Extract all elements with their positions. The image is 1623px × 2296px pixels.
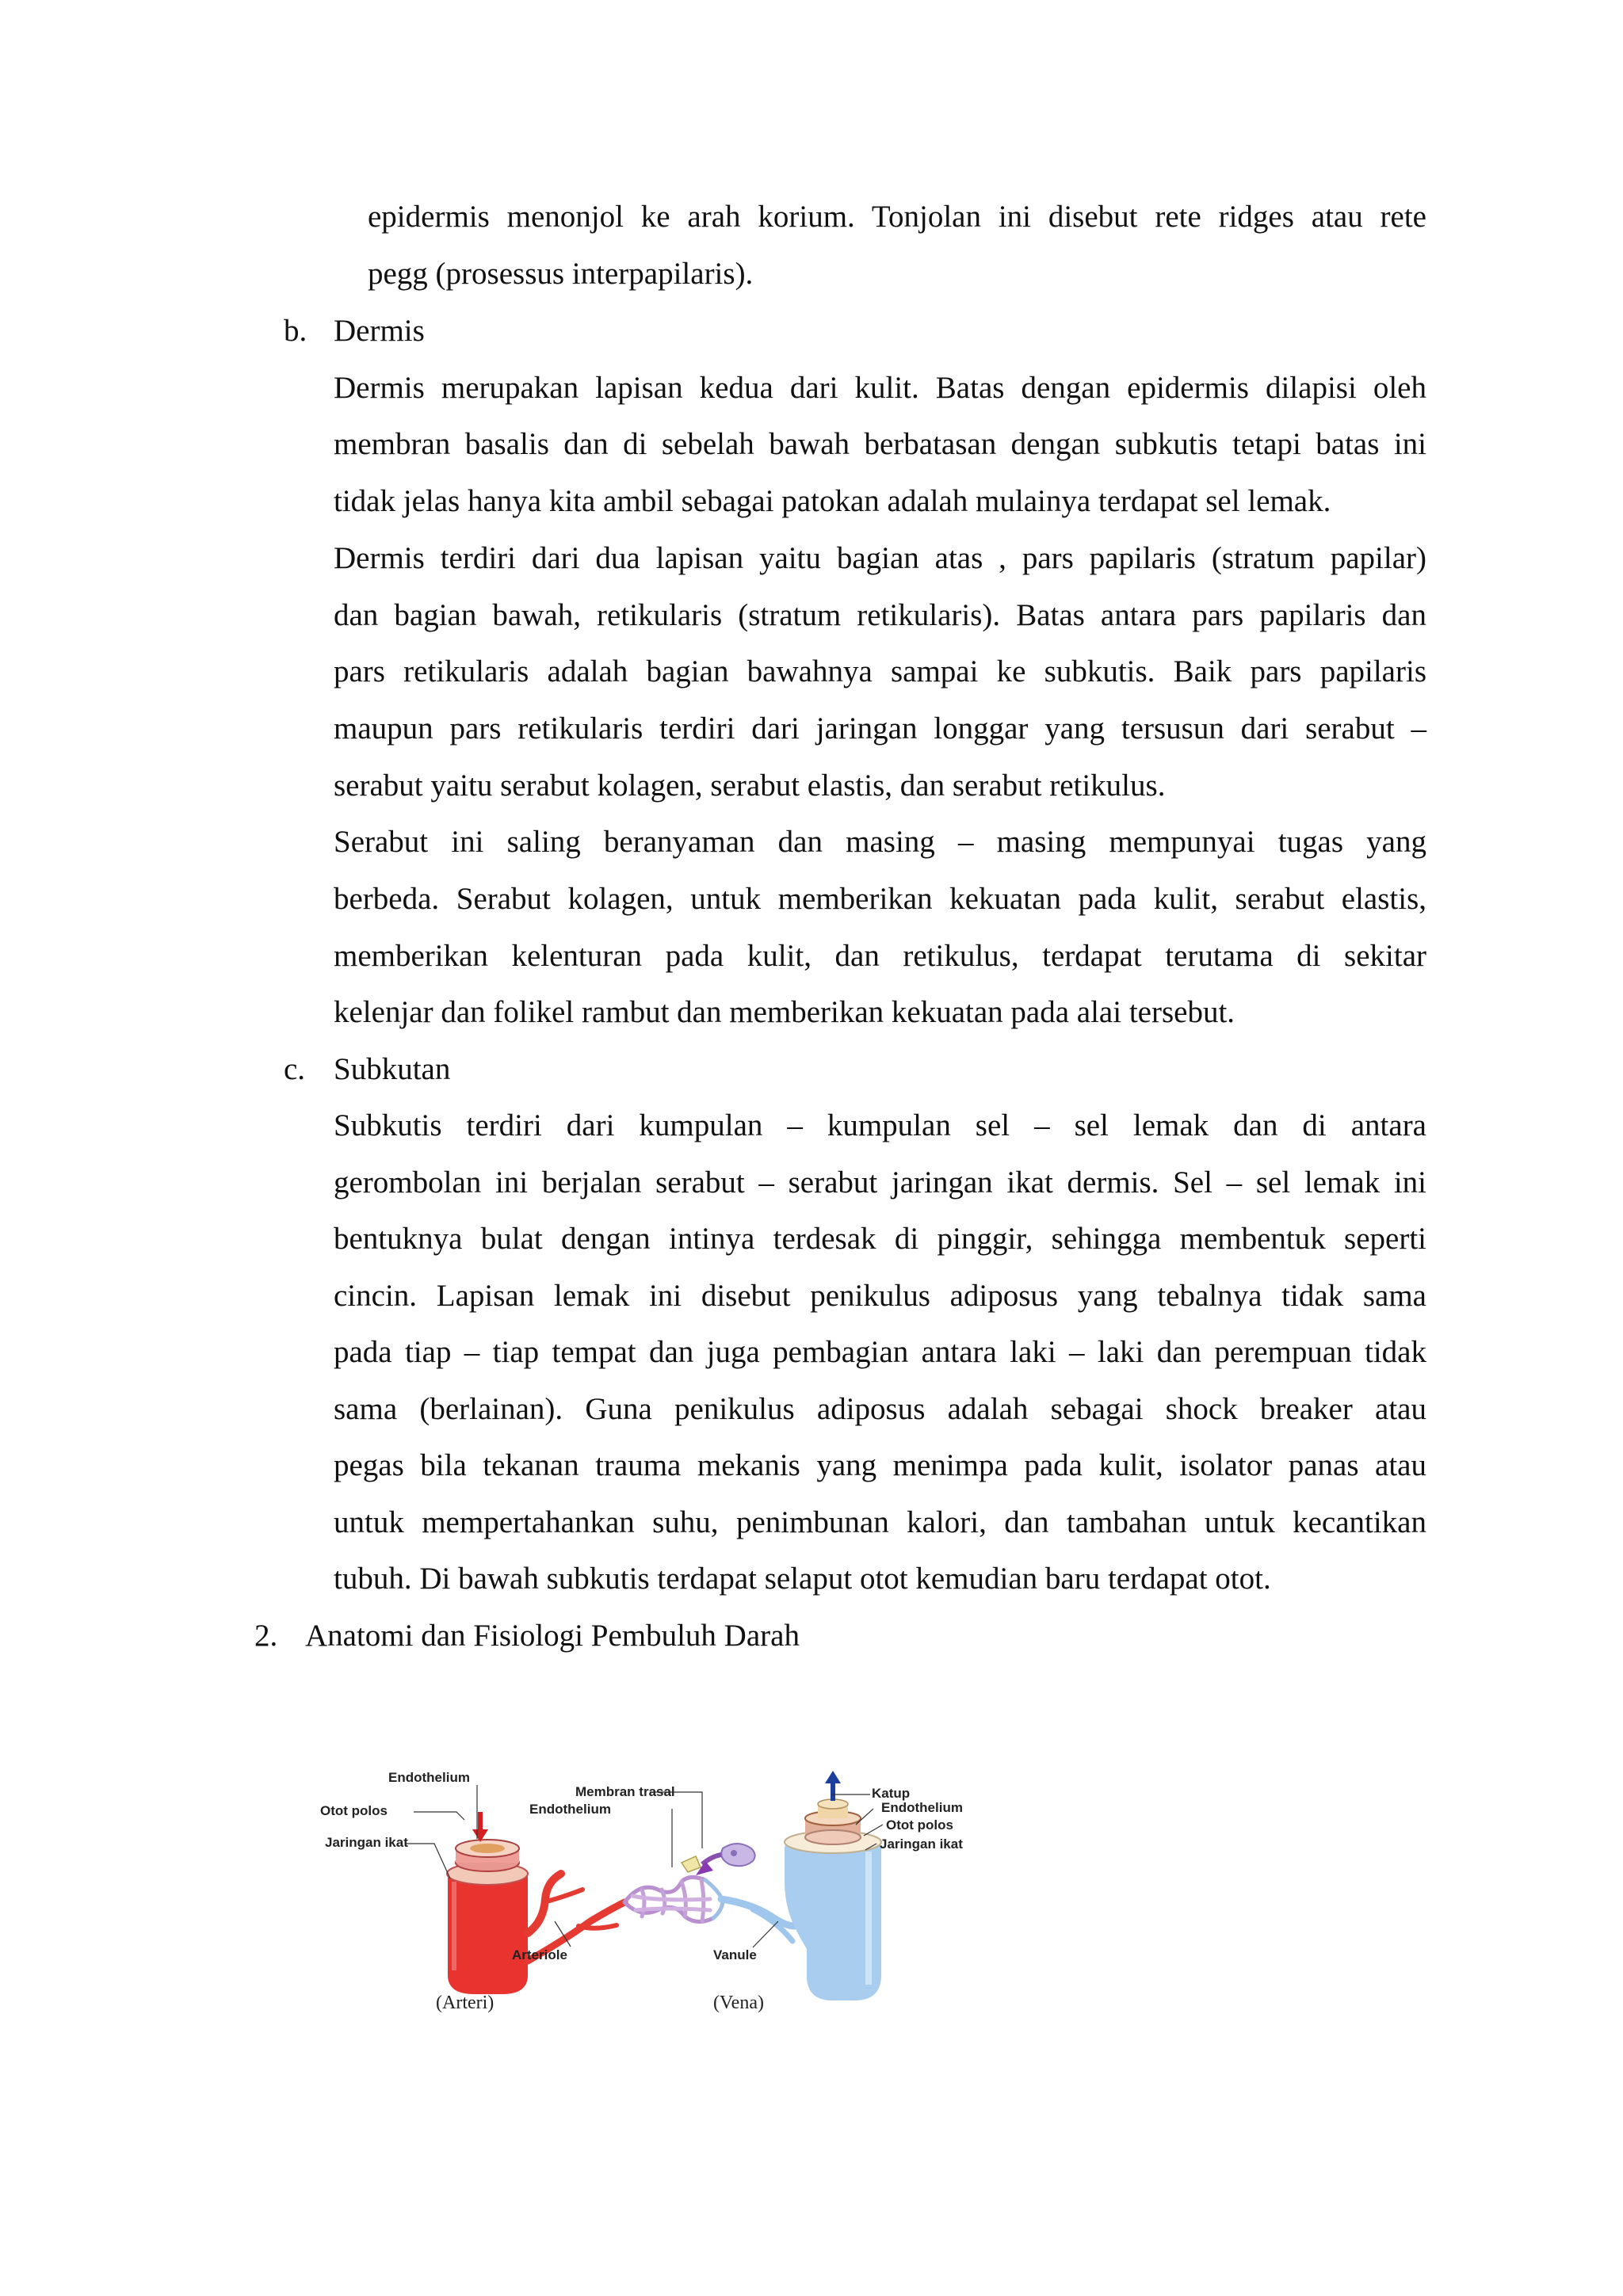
label-katup: Katup — [872, 1786, 911, 1801]
label-otot-polos-artery: Otot polos — [320, 1803, 388, 1818]
dermis-line-12: kelenjar dan folikel rambut dan memberikan kekuatan pada alai tersebut. — [334, 995, 1235, 1029]
vein-illustration — [785, 1771, 881, 2000]
capillary-network — [624, 1877, 723, 1921]
membrane-detail — [682, 1844, 755, 1875]
blood-vessel-figure — [309, 1763, 1102, 2040]
caption-arteri: (Arteri) — [436, 1993, 495, 2013]
label-endothelium-vein: Endothelium — [881, 1800, 963, 1815]
label-endothelium-capillary: Endothelium — [529, 1802, 611, 1817]
label-membran-trasal: Membran trasal — [575, 1784, 675, 1799]
section-b-marker: b. — [284, 314, 307, 348]
section-2-heading: Anatomi dan Fisiologi Pembuluh Darah — [305, 1619, 800, 1653]
label-endothelium-artery: Endothelium — [388, 1770, 470, 1785]
subkutan-line-6: sama (berlainan). Guna penikulus adiposus adalah sebagai shock breaker atau — [334, 1392, 1426, 1426]
dermis-line-2: membran basalis dan di sebelah bawah berbatasan dengan subkutis tetapi batas ini — [334, 427, 1426, 461]
label-arteriole: Arteriole — [512, 1947, 567, 1962]
section-2-marker: 2. — [254, 1619, 278, 1653]
subkutan-line-9: tubuh. Di bawah subkutis terdapat selaput otot kemudian baru terdapat otot. — [334, 1562, 1271, 1596]
label-jaringan-ikat-artery: Jaringan ikat — [325, 1835, 408, 1850]
dermis-line-3: tidak jelas hanya kita ambil sebagai patokan adalah mulainya terdapat sel lemak. — [334, 484, 1331, 518]
intro-line-1: epidermis menonjol ke arah korium. Tonjolan ini disebut rete ridges atau rete — [368, 200, 1426, 234]
subkutan-line-7: pegas bila tekanan trauma mekanis yang menimpa pada kulit, isolator panas atau — [334, 1448, 1426, 1482]
dermis-line-4: Dermis terdiri dari dua lapisan yaitu bagian atas , pars papilaris (stratum papilar) — [334, 541, 1426, 575]
section-c-heading: Subkutan — [334, 1052, 451, 1086]
intro-line-2: pegg (prosessus interpapilaris). — [368, 257, 754, 291]
subkutan-line-8: untuk mempertahankan suhu, penimbunan kalori, dan tambahan untuk kecantikan — [334, 1505, 1426, 1539]
section-c-marker: c. — [284, 1052, 306, 1086]
artery-illustration — [447, 1812, 528, 1994]
dermis-line-6: pars retikularis adalah bagian bawahnya sampai ke subkutis. Baik pars papilaris — [334, 654, 1426, 688]
subkutan-line-1: Subkutis terdiri dari kumpulan – kumpulan sel – sel lemak dan di antara — [334, 1108, 1426, 1142]
dermis-line-8: serabut yaitu serabut kolagen, serabut elastis, dan serabut retikulus. — [334, 769, 1166, 803]
dermis-line-11: memberikan kelenturan pada kulit, dan retikulus, terdapat terutama di sekitar — [334, 939, 1426, 973]
dermis-line-1: Dermis merupakan lapisan kedua dari kulit. Batas dengan epidermis dilapisi oleh — [334, 371, 1426, 405]
dermis-line-9: Serabut ini saling beranyaman dan masing – masing mempunyai tugas yang — [334, 825, 1426, 859]
section-b-heading: Dermis — [334, 314, 425, 348]
label-jaringan-ikat-vein: Jaringan ikat — [880, 1836, 963, 1852]
dermis-line-5: dan bagian bawah, retikularis (stratum retikularis). Batas antara pars papilaris dan — [334, 598, 1426, 632]
subkutan-line-4: cincin. Lapisan lemak ini disebut penikulus adiposus yang tebalnya tidak sama — [334, 1279, 1426, 1313]
label-vanule: Vanule — [713, 1947, 757, 1962]
subkutan-line-3: bentuknya bulat dengan intinya terdesak di pinggir, sehingga membentuk seperti — [334, 1222, 1426, 1256]
subkutan-line-5: pada tiap – tiap tempat dan juga pembagian antara laki – laki dan perempuan tidak — [334, 1335, 1426, 1369]
vein-flow-arrow-icon — [825, 1771, 841, 1783]
label-otot-polos-vein: Otot polos — [886, 1817, 953, 1833]
dermis-line-7: maupun pars retikularis terdiri dari jaringan longgar yang tersusun dari serabut – — [334, 711, 1426, 746]
subkutan-line-2: gerombolan ini berjalan serabut – serabut jaringan ikat dermis. Sel – sel lemak ini — [334, 1165, 1426, 1199]
dermis-line-10: berbeda. Serabut kolagen, untuk memberikan kekuatan pada kulit, serabut elastis, — [334, 882, 1426, 916]
venule-branches — [721, 1899, 794, 1941]
caption-vena: (Vena) — [713, 1993, 764, 2013]
